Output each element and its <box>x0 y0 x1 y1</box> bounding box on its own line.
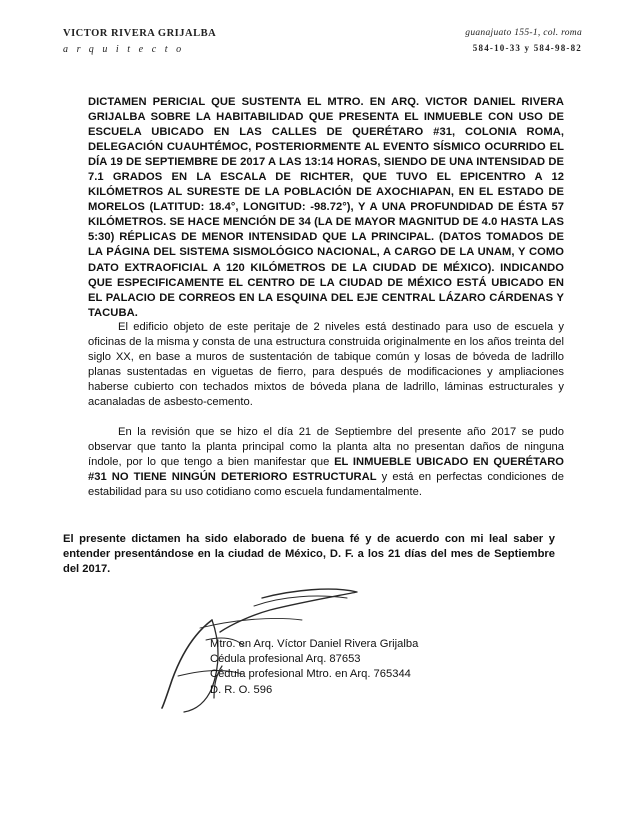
document-heading: DICTAMEN PERICIAL QUE SUSTENTA EL MTRO. EN ARQ. VICTOR DANIEL RIVERA GRIJALBA SOBRE LA HABITABILIDAD QUE PRESENTA EL INMUEBLE CON USO DE ESCUELA UBICADO EN LAS CALLES DE QUERÉTARO #31, COLONIA ROMA, DELEGACIÓN CUAUHTÉMOC, POSTERIORMENTE AL EVENTO SÍSMICO OCURRIDO EL DÍA 19 DE SEPTIEMBRE DE 2017 A LAS 13:14 HORAS, SIENDO DE UNA INTENSIDAD DE 7.1 GRADOS EN LA ESCALA DE RICHTER, QUE TUVO EL EPICENTRO A 12 KILÓMETROS AL SURESTE DE LA POBLACIÓN DE AXOCHIAPAN, EN EL ESTADO DE MORELOS (LATITUD: 18.4°, LONGITUD: -98.72°), Y A UNA PROFUNDIDAD DE ÉSTA 57 KILÓMETROS. SE HACE MENCIÓN DE 34 (LA DE MAYOR MAGNITUD DE 4.0 HASTA LAS 5:30) RÉPLICAS DE MENOR INTENSIDAD QUE LA PRINCIPAL. (DATOS TOMADOS DE LA PÁGINA DEL SISTEMA SISMOLÓGICO NACIONAL, A CARGO DE LA UNAM, Y COMO DATO EXTRAOFICIAL A 120 KILÓMETROS DE LA CIUDAD DE MÉXICO). INDICANDO QUE ESPECIFICAMENTE EL CENTRO DE LA CIUDAD DE MÉXICO ESTÁ UBICADO EN EL PALACIO DE CORREOS EN LA ESQUINA DEL EJE CENTRAL LÁZARO CÁRDENAS Y TACUBA. <box>88 96 564 319</box>
letterhead-address: guanajuato 155-1, col. roma <box>465 28 582 38</box>
paragraph-closing: El presente dictamen ha sido elaborado de buena fé y de acuerdo con mi leal saber y entender presentándose en la ciudad de México, D. F. a los 21 días del mes de Septiembre del 2017. <box>63 533 555 576</box>
letterhead-left <box>63 28 216 55</box>
letterhead-profession: arquitecto <box>63 44 190 55</box>
signature-block <box>210 637 418 698</box>
signer-dro: D. R. O. 596 <box>210 683 273 696</box>
inspection-text-end: y está en perfectas condiciones de estabilidad para su uso cotidiano como escuela fundamentalmente. <box>88 471 564 499</box>
paragraph-building-description <box>88 320 564 411</box>
letterhead-phones: 584-10-33 y 584-98-82 <box>472 43 582 53</box>
signer-license-arq: Cédula profesional Arq. 87653 <box>210 653 361 666</box>
signer-license-mtro: Cédula profesional Mtro. en Arq. 765344 <box>210 668 411 681</box>
inspection-text-start: En la revisión que se hizo el día 21 de Septiembre del presente año 2017 se pudo observar que tanto la planta principal como la planta alta no presentan daños de ninguna índole, por lo que tengo a bien manifestar que <box>88 426 564 469</box>
signer-name: Mtro. en Arq. Víctor Daniel Rivera Grijalba <box>210 638 419 650</box>
paragraph-building-text: El edificio objeto de este peritaje de 2 niveles está destinado para uso de escuela y oficinas de la misma y consta de una estructura construida originalmente en los años treinta del siglo XX, en base a muros de sustentación de tabique común y losas de bóveda de ladrillo planas sustentadas en viguetas de fierro, para después de modificaciones y ampliaciones haberse cubierto con techados mixtos de bóveda plana de ladrillo, láminas estructurales y acanaladas de asbesto-cemento. <box>88 321 564 409</box>
inspection-conclusion: EL INMUEBLE UBICADO EN QUERÉTARO #31 NO TIENE NINGÚN DETERIORO ESTRUCTURAL <box>88 456 564 484</box>
letterhead-right <box>465 28 582 53</box>
paragraph-inspection <box>88 425 564 500</box>
letterhead-name: VICTOR RIVERA GRIJALBA <box>63 28 217 39</box>
